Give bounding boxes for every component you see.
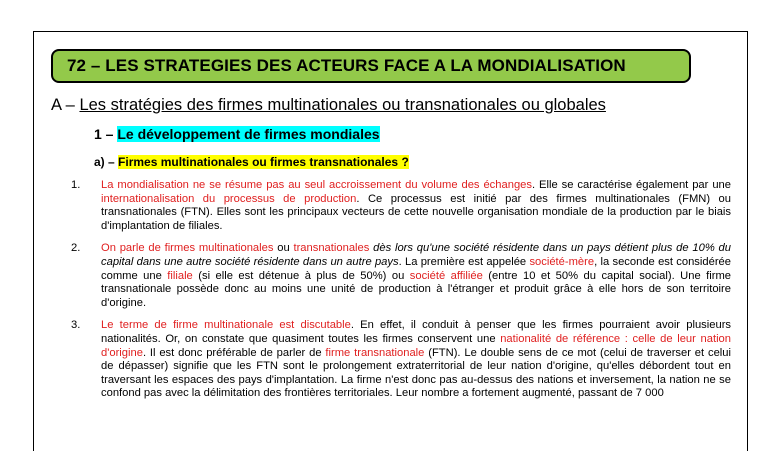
section-a-heading xyxy=(51,96,606,115)
paragraph-text: , la seconde est considérée comme une xyxy=(101,255,731,282)
paragraph-text: . En effet, il conduit à penser que les firmes pourraient avoir plusieurs nationalités. Or, on constate que quasiment toutes les firmes conservent une xyxy=(101,319,732,345)
paragraph-list xyxy=(71,179,731,410)
page-title: 72 – LES STRATEGIES DES ACTEURS FACE A LA MONDIALISATION xyxy=(51,49,691,83)
highlighted-text: société-mère xyxy=(529,255,595,268)
paragraph-text: . La première est appelée xyxy=(398,255,530,268)
highlighted-text: La mondialisation ne se résume pas au seul accroissement du volume des échanges xyxy=(101,179,532,191)
list-item xyxy=(71,242,731,310)
highlighted-text: On parle de firmes multinationales xyxy=(101,242,274,255)
section-a1-text: Firmes multinationales ou firmes transnationales ? xyxy=(118,155,409,169)
paragraph-text: . Elle se caractérise également par une xyxy=(531,179,731,191)
highlighted-text: Le terme de firme multinationale est discutable xyxy=(101,319,351,332)
section-1-heading xyxy=(94,126,380,142)
highlighted-text: transnationales xyxy=(293,242,370,255)
section-1-prefix: 1 – xyxy=(94,126,114,142)
list-item-number: 3. xyxy=(71,319,81,332)
paragraph-text: (si elle est détenue à plus de 50%) ou xyxy=(192,269,410,282)
document-page xyxy=(33,31,748,451)
section-1-text: Le développement de firmes mondiales xyxy=(117,126,380,142)
highlighted-text: firme transnationale xyxy=(325,346,425,359)
highlighted-text: internationalisation du processus de production xyxy=(101,192,357,205)
paragraph-text: . Ce processus est initié par des firmes multinationales (FMN) ou transnationales (FTN). Elles sont les principaux vecteurs de cette nouvelle organisation mondiale de la production par le biais d'implantation de filiales. xyxy=(101,192,731,232)
list-item xyxy=(71,319,731,401)
section-a-prefix: A – xyxy=(51,96,75,114)
list-item xyxy=(71,179,731,233)
section-a1-heading xyxy=(94,155,409,169)
highlighted-text: société affiliée xyxy=(409,269,483,282)
paragraph-text: . Il est donc préférable de parler de xyxy=(142,346,326,359)
paragraph-text: ou xyxy=(273,242,294,255)
paragraph-text: (entre 10 et 50% du capital social). Une firme transnationale possède donc au moins une unité de production à l'étranger et produit grâce à elle hors de son territoire d'origine. xyxy=(101,269,732,309)
section-a1-prefix: a) – xyxy=(94,155,115,169)
list-item-number: 2. xyxy=(71,242,81,255)
highlighted-text: nationalité de référence : celle de leur nation d'origine xyxy=(101,332,731,359)
paragraph-text: dès lors qu'une société résidente dans un pays détient plus de 10% du capital dans une autre société résidente dans un autre pays xyxy=(101,242,731,268)
highlighted-text: filiale xyxy=(167,269,193,282)
list-item-number: 1. xyxy=(71,179,81,191)
paragraph-text: (FTN). Le double sens de ce mot (celui de traverser et celui de dépasser) signifie que les FTN sont le prolongement extraterritorial de leur nation d'origine, qu'elles débordent tout en traversant les espaces des pays d'implantation. La firme n'est donc pas au-dessus des nations et inversement, la nation ne se confond pas avec la délimitation des frontières territoriales. Leur nombre a fortement augmenté, passant de 7 000 xyxy=(101,346,731,400)
section-a-text: Les stratégies des firmes multinationales ou transnationales ou globales xyxy=(79,96,606,114)
